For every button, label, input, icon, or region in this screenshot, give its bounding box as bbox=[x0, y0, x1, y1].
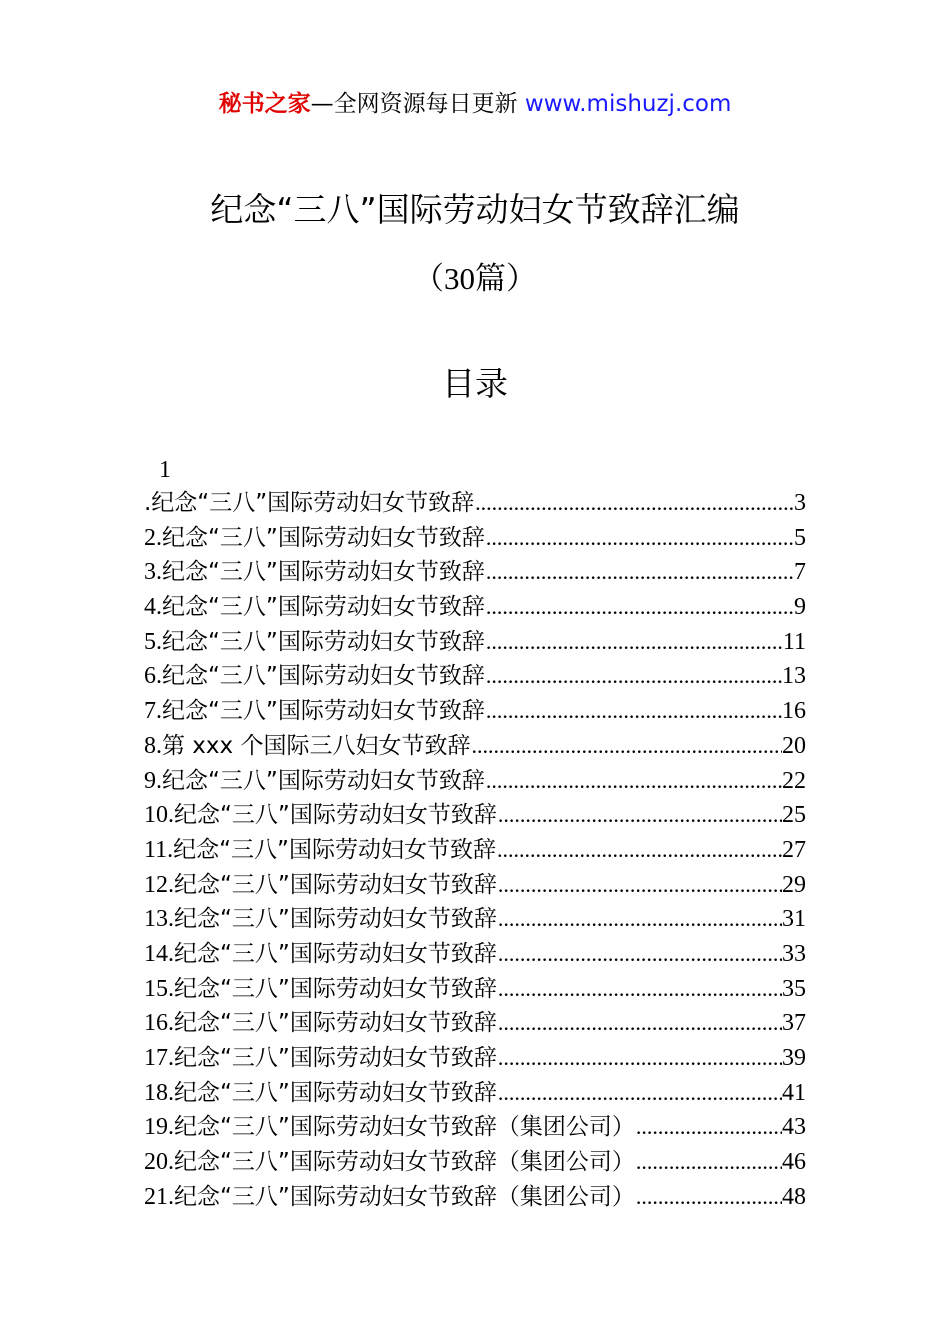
toc-entry-page: 16 bbox=[782, 698, 806, 725]
toc-entry[interactable] bbox=[144, 833, 806, 868]
toc-entry-page: 22 bbox=[782, 767, 806, 794]
toc-entry-title: 纪念“三八”国际劳动妇女节致辞 bbox=[174, 802, 497, 829]
toc-entry-page: 9 bbox=[794, 594, 806, 621]
toc-entry[interactable] bbox=[144, 1006, 806, 1041]
toc-entry-title: 纪念“三八”国际劳动妇女节致辞 bbox=[174, 1079, 497, 1106]
site-header bbox=[0, 88, 950, 120]
table-of-contents bbox=[144, 486, 806, 1214]
toc-entry-page: 7 bbox=[794, 559, 806, 586]
toc-entry-number: 13. bbox=[144, 906, 174, 933]
toc-entry[interactable] bbox=[144, 972, 806, 1007]
toc-entry[interactable] bbox=[144, 764, 806, 799]
toc-entry-number: 18. bbox=[144, 1079, 174, 1106]
toc-entry-page: 31 bbox=[782, 906, 806, 933]
toc-entry[interactable] bbox=[144, 1041, 806, 1076]
site-slogan: —全网资源每日更新 bbox=[310, 91, 518, 117]
toc-entry[interactable] bbox=[144, 1076, 806, 1111]
toc-leader-dots bbox=[497, 1076, 782, 1111]
toc-leader-dots bbox=[497, 902, 782, 937]
toc-leader-dots bbox=[470, 729, 782, 764]
subtitle-count: 30 bbox=[444, 261, 475, 296]
toc-entry-title: 纪念“三八”国际劳动妇女节致辞 bbox=[174, 906, 497, 933]
toc-entry-number: 17. bbox=[144, 1045, 174, 1071]
toc-entry-page: 39 bbox=[782, 1045, 806, 1071]
toc-entry-number: 16. bbox=[144, 1010, 174, 1037]
toc-leader-dots bbox=[497, 798, 782, 833]
toc-entry-number: 3. bbox=[144, 559, 162, 586]
toc-entry-title: 第 xxx 个国际三八妇女节致辞 bbox=[162, 732, 471, 759]
toc-leader-dots bbox=[485, 764, 782, 799]
toc-entry[interactable] bbox=[144, 937, 806, 972]
toc-entry[interactable] bbox=[144, 694, 806, 729]
toc-entry-number: 9. bbox=[144, 767, 162, 794]
subtitle-rest: 篇） bbox=[475, 261, 537, 297]
toc-entry-title: 纪念“三八”国际劳动妇女节致辞 bbox=[174, 871, 497, 898]
toc-entry-page: 33 bbox=[782, 940, 806, 967]
toc-entry-title: 纪念“三八”国际劳动妇女节致辞 bbox=[174, 975, 497, 1002]
toc-entry-number: 5. bbox=[144, 628, 162, 655]
toc-leader-dots bbox=[635, 1180, 782, 1215]
toc-entry-title: .纪念“三八”国际劳动妇女节致辞 bbox=[144, 490, 475, 516]
toc-entry-title: 纪念“三八”国际劳动妇女节致辞 bbox=[162, 559, 485, 586]
toc-entry-page: 25 bbox=[782, 802, 806, 829]
document-subtitle bbox=[0, 258, 950, 300]
toc-entry-page: 27 bbox=[782, 836, 806, 863]
toc-leader-dots bbox=[497, 1006, 782, 1041]
toc-leader-dots bbox=[485, 555, 794, 590]
toc-leader-dots bbox=[497, 1041, 782, 1076]
toc-entry[interactable] bbox=[144, 625, 806, 660]
toc-entry-number: 11. bbox=[144, 836, 174, 863]
toc-leader-dots bbox=[496, 833, 782, 868]
toc-entry-page: 48 bbox=[782, 1183, 806, 1210]
toc-entry-page: 11 bbox=[782, 628, 806, 655]
toc-entry[interactable] bbox=[144, 486, 806, 521]
document-title: 纪念“三八”国际劳动妇女节致辞汇编 bbox=[210, 190, 740, 229]
toc-entry-title: 纪念“三八”国际劳动妇女节致辞（集团公司） bbox=[174, 1149, 635, 1176]
toc-leader-dots bbox=[485, 625, 783, 660]
toc-leader-dots bbox=[485, 590, 794, 625]
toc-entry-page: 3 bbox=[794, 490, 806, 516]
toc-leader-dots bbox=[497, 868, 782, 903]
toc-entry[interactable] bbox=[144, 1145, 806, 1180]
toc-entry[interactable] bbox=[144, 902, 806, 937]
toc-entry-title: 纪念“三八”国际劳动妇女节致辞 bbox=[173, 836, 496, 863]
toc-entry[interactable] bbox=[144, 798, 806, 833]
toc-entry[interactable] bbox=[144, 1110, 806, 1145]
site-url-link[interactable]: www.mishuzj.com bbox=[524, 91, 732, 117]
toc-entry-page: 46 bbox=[782, 1149, 806, 1176]
toc-leader-dots bbox=[497, 937, 782, 972]
toc-entry-title: 纪念“三八”国际劳动妇女节致辞 bbox=[162, 698, 485, 725]
toc-leader-dots bbox=[485, 521, 794, 556]
toc-entry-number: 10. bbox=[144, 802, 174, 829]
toc-entry-title: 纪念“三八”国际劳动妇女节致辞 bbox=[162, 524, 485, 551]
toc-entry-number: 8. bbox=[144, 732, 162, 759]
toc-entry-title: 纪念“三八”国际劳动妇女节致辞（集团公司） bbox=[174, 1114, 635, 1141]
toc-entry-number: 19. bbox=[144, 1114, 174, 1141]
toc-entry-number: 6. bbox=[144, 663, 162, 690]
toc-entry[interactable] bbox=[144, 521, 806, 556]
toc-entry-page: 29 bbox=[782, 871, 806, 898]
toc-stray-number: 1 bbox=[159, 457, 171, 483]
toc-entry-number: 4. bbox=[144, 594, 162, 621]
toc-entry-page: 37 bbox=[782, 1010, 806, 1037]
toc-entry-page: 20 bbox=[782, 732, 806, 759]
toc-entry-number: 20. bbox=[144, 1149, 174, 1176]
toc-leader-dots bbox=[485, 694, 782, 729]
toc-leader-dots bbox=[635, 1145, 782, 1180]
toc-entry-title: 纪念“三八”国际劳动妇女节致辞（集团公司） bbox=[174, 1183, 635, 1210]
toc-leader-dots bbox=[497, 972, 782, 1007]
toc-entry-page: 43 bbox=[782, 1114, 806, 1141]
toc-leader-dots bbox=[485, 659, 782, 694]
site-brand: 秘书之家 bbox=[218, 91, 311, 117]
toc-heading: 目录 bbox=[442, 364, 508, 403]
toc-entry-page: 35 bbox=[782, 975, 806, 1002]
toc-entry-number: 7. bbox=[144, 698, 162, 725]
toc-entry-page: 13 bbox=[782, 663, 806, 690]
toc-leader-dots bbox=[635, 1110, 782, 1145]
toc-entry[interactable] bbox=[144, 590, 806, 625]
toc-entry-number: 21. bbox=[144, 1183, 174, 1210]
toc-entry[interactable] bbox=[144, 659, 806, 694]
toc-leader-dots bbox=[474, 486, 794, 521]
subtitle-open-paren: （ bbox=[413, 261, 444, 297]
toc-entry-number: 14. bbox=[144, 940, 174, 967]
toc-entry-title: 纪念“三八”国际劳动妇女节致辞 bbox=[162, 628, 485, 655]
toc-entry-title: 纪念“三八”国际劳动妇女节致辞 bbox=[174, 940, 497, 967]
toc-entry[interactable] bbox=[144, 868, 806, 903]
toc-entry-title: 纪念“三八”国际劳动妇女节致辞 bbox=[174, 1045, 497, 1071]
toc-entry-page: 5 bbox=[794, 524, 806, 551]
toc-entry[interactable] bbox=[144, 729, 806, 764]
toc-entry-title: 纪念“三八”国际劳动妇女节致辞 bbox=[162, 594, 485, 621]
toc-entry-title: 纪念“三八”国际劳动妇女节致辞 bbox=[174, 1010, 497, 1037]
toc-entry-page: 41 bbox=[782, 1079, 806, 1106]
toc-entry[interactable] bbox=[144, 555, 806, 590]
toc-entry-number: 15. bbox=[144, 975, 174, 1002]
toc-entry-title: 纪念“三八”国际劳动妇女节致辞 bbox=[162, 663, 485, 690]
toc-entry-title: 纪念“三八”国际劳动妇女节致辞 bbox=[162, 767, 485, 794]
toc-entry-number: 2. bbox=[144, 524, 162, 551]
toc-entry[interactable] bbox=[144, 1180, 806, 1215]
toc-entry-number: 12. bbox=[144, 871, 174, 898]
